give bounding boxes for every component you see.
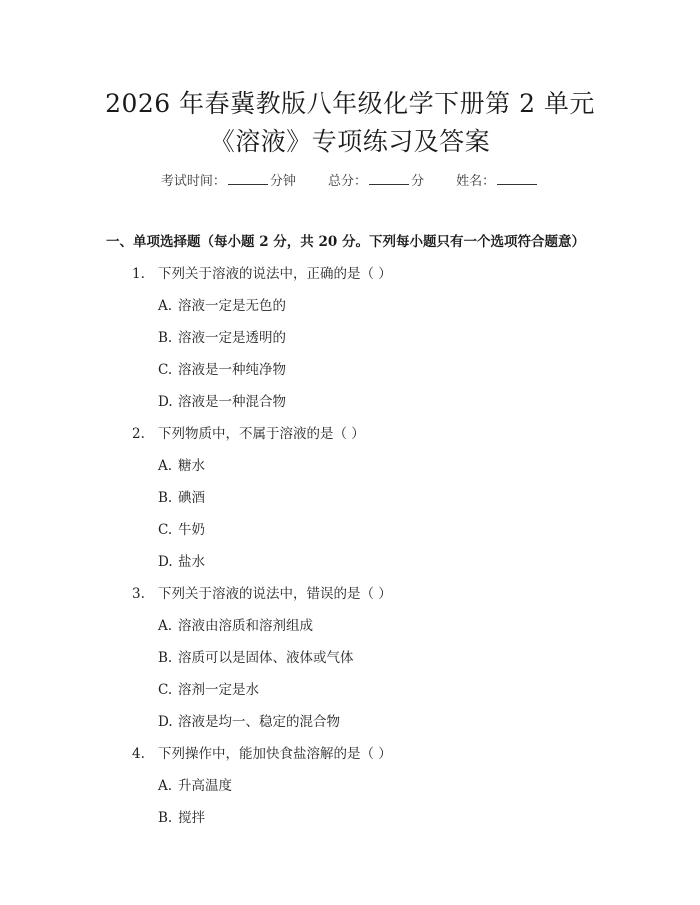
option-4a[interactable] [158, 774, 232, 794]
exam-meta [0, 170, 700, 189]
question-stem: 下列关于溶液的说法中，正确的是（ ） [158, 266, 392, 282]
option-letter: D. [158, 554, 173, 570]
option-1c[interactable] [158, 358, 286, 378]
option-4b[interactable] [158, 806, 205, 826]
question-stem: 下列物质中，不属于溶液的是（ ） [158, 426, 365, 442]
option-3b[interactable] [158, 646, 354, 666]
option-text: 溶剂一定是水 [178, 682, 259, 698]
option-text: 升高温度 [178, 778, 232, 794]
option-text: 搅拌 [178, 810, 205, 826]
student-name-label: 姓名： [456, 174, 496, 189]
question-4 [132, 742, 392, 762]
question-number: 2. [132, 426, 145, 442]
option-text: 溶液一定是透明的 [178, 330, 286, 346]
option-letter: B. [158, 490, 173, 506]
question-number: 1. [132, 266, 145, 282]
option-text: 牛奶 [178, 522, 205, 538]
document-title-line-2: 《溶液》专项练习及答案 [209, 127, 491, 156]
option-letter: C. [158, 362, 173, 378]
option-text: 碘酒 [178, 490, 205, 506]
option-1b[interactable] [158, 326, 286, 346]
option-3c[interactable] [158, 678, 259, 698]
exam-time [161, 174, 296, 189]
question-stem: 下列关于溶液的说法中，错误的是（ ） [158, 586, 392, 602]
question-stem: 下列操作中，能加快食盐溶解的是（ ） [158, 746, 392, 762]
option-letter: D. [158, 714, 173, 730]
section-heading: 一、单项选择题（每小题 2 分，共 20 分。下列每小题只有一个选项符合题意） [106, 234, 585, 250]
option-letter: B. [158, 330, 173, 346]
option-3d[interactable] [158, 710, 340, 730]
question-3 [132, 582, 392, 602]
total-score [328, 174, 424, 189]
option-letter: B. [158, 650, 173, 666]
option-letter: A. [158, 458, 173, 474]
exam-time-blank[interactable] [228, 172, 268, 185]
student-name [456, 174, 539, 189]
option-letter: A. [158, 298, 173, 314]
option-letter: A. [158, 618, 173, 634]
total-score-unit: 分 [411, 174, 425, 189]
option-letter: C. [158, 522, 173, 538]
exam-time-unit: 分钟 [269, 174, 296, 189]
question-number: 4. [132, 746, 145, 762]
option-2c[interactable] [158, 518, 205, 538]
option-2d[interactable] [158, 550, 205, 570]
option-text: 溶液一定是无色的 [178, 298, 286, 314]
question-1 [132, 262, 392, 282]
document-title-line-1: 2026 年春冀教版八年级化学下册第 2 单元 [105, 89, 595, 118]
total-score-label: 总分： [327, 174, 367, 189]
option-text: 溶液是一种纯净物 [178, 362, 286, 378]
option-text: 溶液由溶质和溶剂组成 [178, 618, 313, 634]
exam-time-label: 考试时间： [160, 174, 226, 189]
option-text: 溶质可以是固体、液体或气体 [178, 650, 354, 666]
total-score-blank[interactable] [369, 172, 409, 185]
option-2a[interactable] [158, 454, 205, 474]
option-letter: D. [158, 394, 173, 410]
option-letter: C. [158, 682, 173, 698]
option-letter: B. [158, 810, 173, 826]
option-2b[interactable] [158, 486, 205, 506]
option-text: 溶液是均一、稳定的混合物 [178, 714, 340, 730]
question-number: 3. [132, 586, 145, 602]
student-name-blank[interactable] [497, 172, 537, 185]
option-text: 糖水 [178, 458, 205, 474]
option-text: 溶液是一种混合物 [178, 394, 286, 410]
option-1a[interactable] [158, 294, 286, 314]
option-3a[interactable] [158, 614, 313, 634]
option-1d[interactable] [158, 390, 286, 410]
option-text: 盐水 [178, 554, 205, 570]
option-letter: A. [158, 778, 173, 794]
question-2 [132, 422, 365, 442]
